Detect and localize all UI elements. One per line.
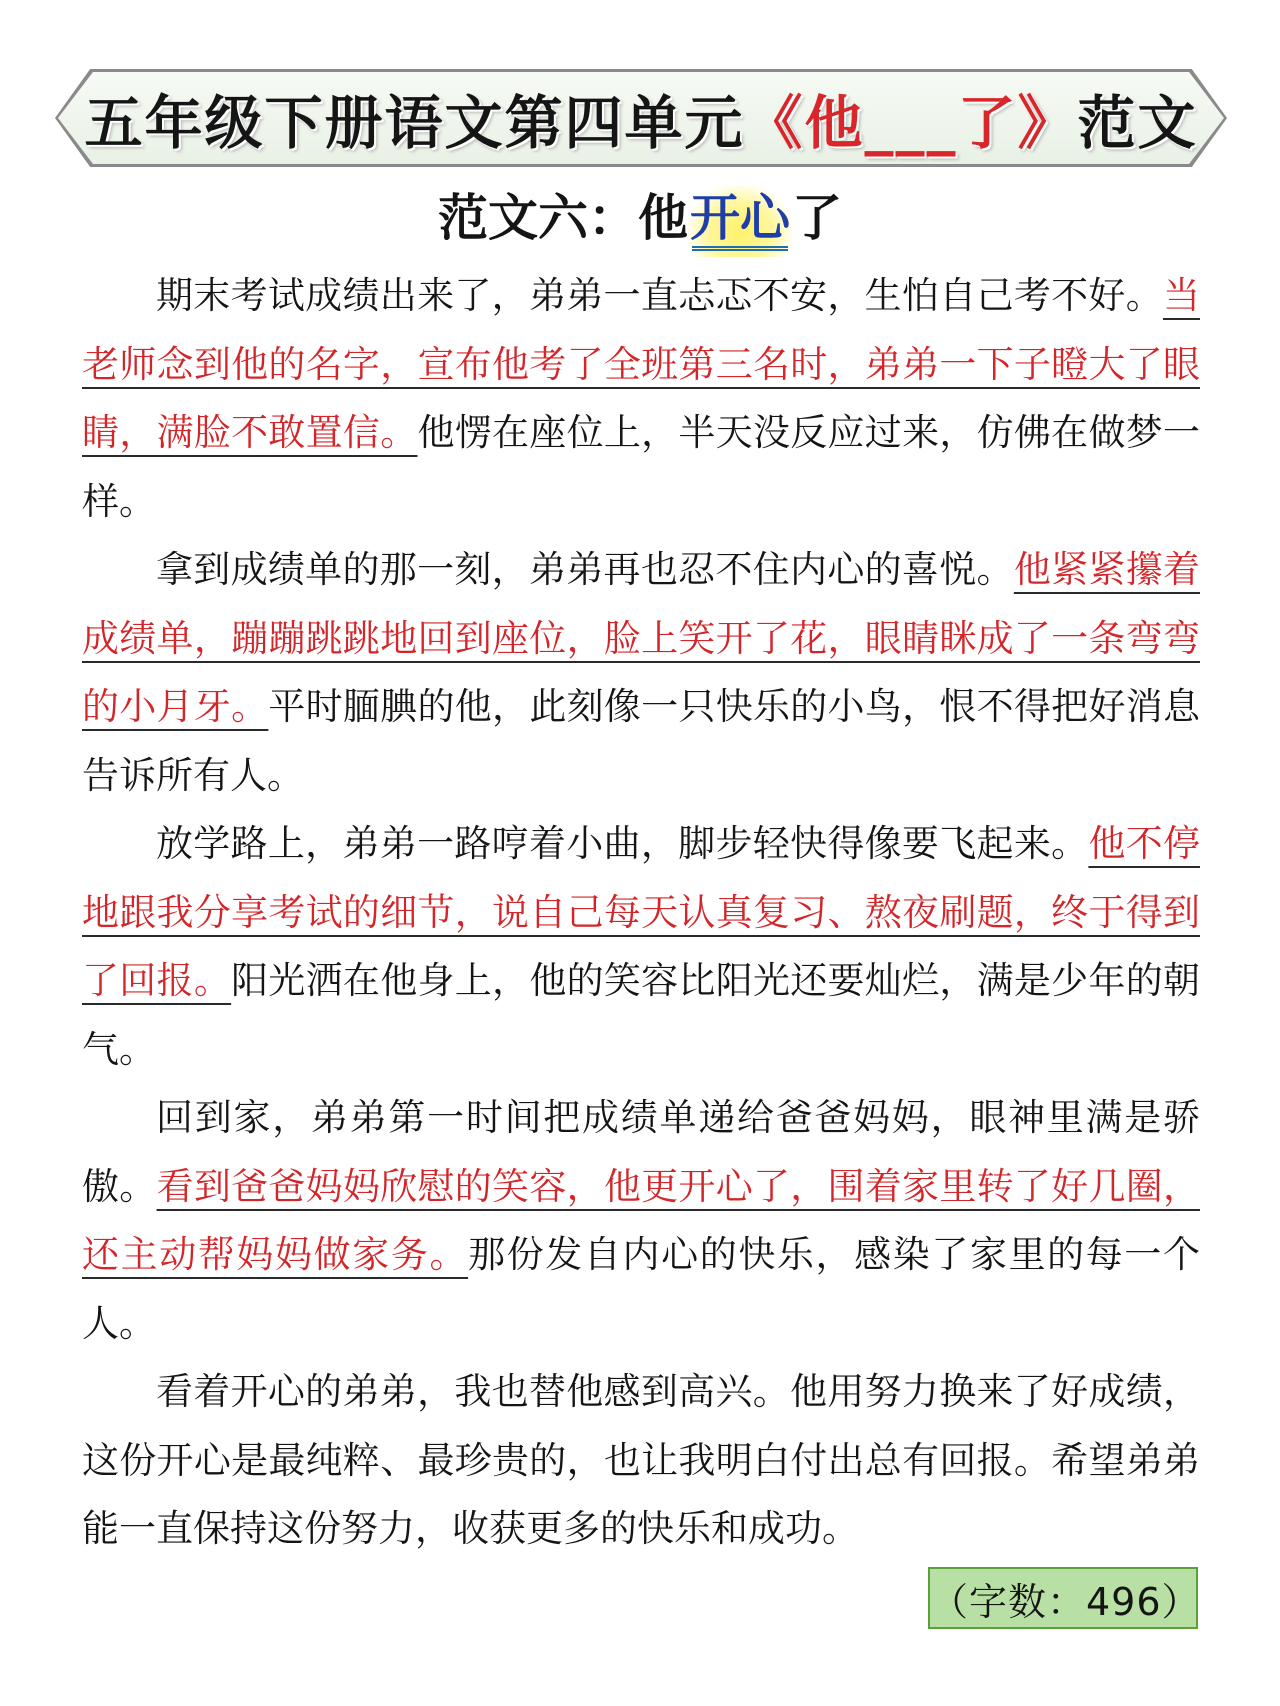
essay-text: 那份发自内心的快乐，感染了家里的每一个人。 — [82, 1233, 1201, 1345]
essay-paragraph-4 — [82, 1084, 1200, 1358]
subtitle-suffix: 了 — [792, 189, 842, 247]
essay-text: 阳光洒在他身上，他的笑容比阳光还要灿烂，满是少年的朝气。 — [82, 959, 1201, 1071]
title-accent: 《他___了》 — [744, 89, 1078, 157]
essay-paragraph-1 — [82, 262, 1200, 536]
subtitle-prefix: 范文六：他 — [438, 189, 688, 247]
essay-text: 平时腼腆的他，此刻像一只快乐的小鸟，恨不得把好消息告诉所有人。 — [82, 685, 1201, 797]
essay-highlighted-sentence: 当老师念到他的名字，宣布他考了全班第三名时，弟弟一下子瞪大了眼睛，满脸不敢置信。 — [82, 274, 1200, 454]
subtitle-highlight: 开心 — [688, 185, 792, 257]
essay-text: 放学路上，弟弟一路哼着小曲，脚步轻快得像要飞起来。 — [156, 822, 1089, 865]
essay-highlighted-sentence: 看到爸爸妈妈欣慰的笑容，他更开心了，围着家里转了好几圈，还主动帮妈妈做家务。 — [82, 1164, 1201, 1276]
essay-paragraph-2 — [82, 536, 1200, 810]
essay-text: 期末考试成绩出来了，弟弟一直忐忑不安，生怕自己考不好。 — [156, 274, 1163, 317]
essay-subtitle — [0, 178, 1280, 250]
essay-paragraph-3 — [82, 810, 1200, 1084]
essay-body — [82, 262, 1200, 1564]
essay-paragraph-5 — [82, 1358, 1200, 1564]
title-prefix: 五年级下册语文第四单元 — [84, 89, 745, 157]
essay-text: 拿到成绩单的那一刻，弟弟再也忍不住内心的喜悦。 — [156, 548, 1014, 591]
word-count-badge: （字数：496） — [928, 1567, 1198, 1629]
essay-text: 回到家，弟弟第一时间把成绩单递给爸爸妈妈，眼神里满是骄傲。 — [82, 1096, 1200, 1208]
essay-highlighted-sentence: 他不停地跟我分享考试的细节，说自己每天认真复习、熬夜刷题，终于得到了回报。 — [82, 822, 1200, 1002]
essay-text: 看着开心的弟弟，我也替他感到高兴。他用努力换来了好成绩，这份开心是最纯粹、最珍贵的，也让我明白付出总有回报。希望弟弟能一直保持这份努力，收获更多的快乐和成功。 — [82, 1370, 1200, 1550]
essay-highlighted-sentence: 他紧紧攥着成绩单，蹦蹦跳跳地回到座位，脸上笑开了花，眼睛眯成了一条弯弯的小月牙。 — [82, 548, 1201, 728]
title-suffix: 范文 — [1077, 89, 1198, 157]
page-title — [58, 72, 1224, 164]
essay-text: 他愣在座位上，半天没反应过来，仿佛在做梦一样。 — [82, 411, 1201, 523]
